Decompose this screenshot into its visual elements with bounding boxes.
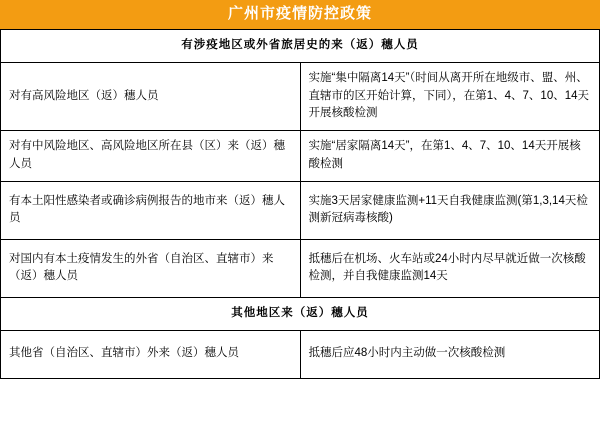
row-category: 对有高风险地区（返）穗人员	[1, 62, 301, 130]
page-title: 广州市疫情防控政策	[0, 0, 600, 29]
section-heading-row	[1, 297, 600, 330]
row-measure: 实施3天居家健康监测+11天自我健康监测(第1,3,14天检测新冠病毒核酸)	[300, 181, 600, 239]
table-row	[1, 330, 600, 378]
row-measure: 实施“居家隔离14天”，在第1、4、7、10、14天开展核酸检测	[300, 131, 600, 182]
table-row	[1, 62, 600, 130]
table-row	[1, 131, 600, 182]
row-measure: 实施“集中隔离14天”（时间从离开所在地级市、盟、州、直辖市的区开始计算，下同），在第1、4、7、10、14天开展核酸检测	[300, 62, 600, 130]
row-category: 其他省（自治区、直辖市）外来（返）穗人员	[1, 330, 301, 378]
table-row	[1, 239, 600, 297]
row-measure: 抵穗后应48小时内主动做一次核酸检测	[300, 330, 600, 378]
row-category: 对国内有本土疫情发生的外省（自治区、直辖市）来（返）穗人员	[1, 239, 301, 297]
table-row	[1, 181, 600, 239]
policy-table	[0, 29, 600, 379]
section-heading-other-areas: 其他地区来（返）穗人员	[1, 297, 600, 330]
section-heading-row	[1, 30, 600, 63]
section-heading-travel-history: 有涉疫地区或外省旅居史的来（返）穗人员	[1, 30, 600, 63]
row-category: 有本土阳性感染者或确诊病例报告的地市来（返）穗人员	[1, 181, 301, 239]
row-category: 对有中风险地区、高风险地区所在县（区）来（返）穗人员	[1, 131, 301, 182]
row-measure: 抵穗后在机场、火车站或24小时内尽早就近做一次核酸检测，并自我健康监测14天	[300, 239, 600, 297]
